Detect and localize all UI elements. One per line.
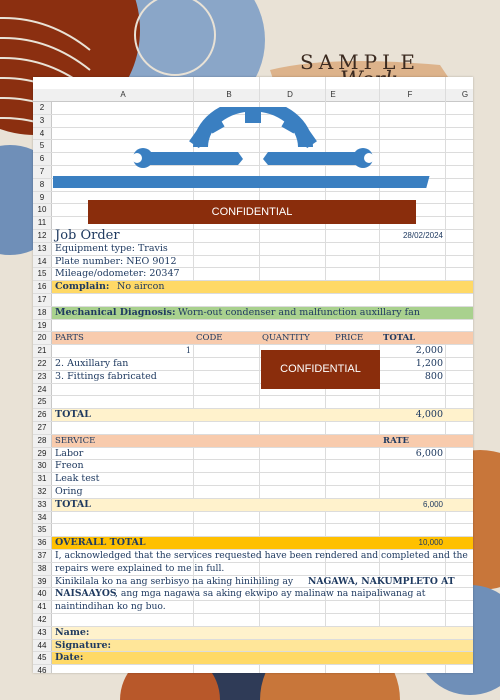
column-header-f[interactable]: F	[407, 90, 413, 99]
row-number[interactable]: 15	[33, 268, 52, 280]
row-number[interactable]: 29	[33, 448, 52, 460]
confidential-banner-middle: CONFIDENTIAL	[261, 350, 380, 389]
sheet-row-37	[33, 550, 473, 563]
sheet-row-43	[33, 627, 473, 640]
acknowledgement-tagalog: naintindihan ko ng buo.	[55, 601, 166, 613]
service-total-value: 6,000	[422, 499, 443, 509]
sheet-row-20	[33, 332, 473, 345]
row-number[interactable]: 35	[33, 524, 52, 536]
row-number[interactable]: 11	[33, 217, 52, 229]
sheet-row-21	[33, 345, 473, 358]
row-number[interactable]: 26	[33, 409, 52, 421]
date-label: Date:	[55, 652, 84, 664]
row-number[interactable]: 22	[33, 358, 52, 370]
labor-rate: 6,000	[415, 447, 443, 459]
row-number[interactable]: 18	[33, 307, 52, 319]
parts-total-value: 4,000	[415, 409, 443, 421]
sheet-row-28	[33, 435, 473, 448]
parts-header: PARTS	[55, 333, 84, 344]
service-total-label: TOTAL	[55, 498, 91, 510]
row-number[interactable]: 39	[33, 576, 52, 588]
sheet-row-25	[33, 396, 473, 409]
stamp-line1: SAMPLE	[300, 50, 420, 74]
row-number[interactable]: 16	[33, 281, 52, 293]
row-number[interactable]: 17	[33, 294, 52, 306]
row-number[interactable]: 14	[33, 256, 52, 268]
row-number[interactable]: 27	[33, 422, 52, 434]
column-header-b[interactable]: B	[226, 90, 232, 99]
column-header-g[interactable]: G	[461, 90, 469, 99]
sheet-row-38	[33, 563, 473, 576]
diagnosis-label: Mechanical Diagnosis:	[55, 306, 176, 318]
sheet-row-40	[33, 588, 473, 601]
sheet-row-26	[33, 409, 473, 422]
garage-logo-icon	[53, 107, 453, 197]
sheet-row-19	[33, 320, 473, 333]
row-number[interactable]: 43	[33, 627, 52, 639]
sheet-row-39	[33, 576, 473, 589]
row-number[interactable]: 21	[33, 345, 52, 357]
row-number[interactable]: 41	[33, 601, 52, 613]
part-total: 1,200	[415, 358, 443, 369]
sheet-row-46	[33, 665, 473, 673]
service-item: Freon	[55, 460, 84, 472]
row-number[interactable]: 13	[33, 243, 52, 255]
sheet-row-41	[33, 601, 473, 614]
row-number[interactable]: 44	[33, 640, 52, 652]
confidential-banner-top: CONFIDENTIAL	[88, 200, 416, 224]
row-number[interactable]: 25	[33, 396, 52, 408]
sheet-row-18	[33, 307, 473, 320]
part-qty: 1	[185, 346, 191, 356]
row-number[interactable]: 30	[33, 460, 52, 472]
complain-value: No aircon	[117, 281, 165, 293]
acknowledgement-tagalog: , ang mga nagawa sa aking ekwipo ay malinaw na naipaliwanag at	[115, 588, 426, 600]
sheet-row-22	[33, 358, 473, 371]
sheet-row-42	[33, 614, 473, 627]
row-number[interactable]: 45	[33, 652, 52, 664]
part-name: 3. Fittings fabricated	[55, 370, 157, 382]
signature-label: Signature:	[55, 639, 112, 651]
part-name: 2. Auxillary fan	[55, 358, 129, 369]
sheet-row-17	[33, 294, 473, 307]
diagnosis-value: Worn-out condenser and malfunction auxillary fan	[178, 306, 420, 318]
sheet-row-13	[33, 243, 473, 256]
code-header: CODE	[196, 333, 223, 344]
total-header: TOTAL	[383, 333, 416, 344]
plate-number: Plate number: NEO 9012	[55, 255, 177, 267]
service-header: SERVICE	[55, 435, 96, 446]
row-number[interactable]: 8	[33, 179, 52, 191]
sheet-row-31	[33, 473, 473, 486]
sheet-row-32	[33, 486, 473, 499]
part-total: 800	[424, 370, 443, 382]
row-number[interactable]: 32	[33, 486, 52, 498]
sheet-row-34	[33, 512, 473, 525]
price-header: PRICE	[335, 333, 364, 344]
job-order-title: Job Order	[55, 228, 120, 243]
overall-total-value: 10,000	[418, 538, 443, 548]
acknowledgement-tagalog: Kinikilala ko na ang serbisyo na aking hinihiling ay	[55, 575, 294, 587]
column-header-bar	[33, 89, 473, 102]
acknowledgement-line: I, acknowledged that the services requested have been rendered and completed and the	[55, 550, 468, 561]
row-number[interactable]: 33	[33, 499, 52, 511]
sheet-row-16	[33, 281, 473, 294]
sheet-row-30	[33, 460, 473, 473]
acknowledgement-tagalog-bold: NAISAAYOS	[55, 588, 117, 600]
acknowledgement-tagalog-bold: NAGAWA, NAKUMPLETO AT	[308, 575, 455, 587]
row-number[interactable]: 38	[33, 563, 52, 575]
sheet-row-45	[33, 652, 473, 665]
row-number[interactable]: 4	[33, 128, 52, 140]
row-number[interactable]: 6	[33, 153, 52, 165]
column-header-d[interactable]: D	[287, 90, 293, 99]
row-number[interactable]: 19	[33, 320, 52, 332]
sheet-row-44	[33, 640, 473, 653]
overall-total-label: OVERALL TOTAL	[55, 537, 146, 549]
service-item: Leak test	[55, 473, 100, 485]
row-number[interactable]: 24	[33, 384, 52, 396]
row-number[interactable]: 34	[33, 512, 52, 524]
sheet-row-24	[33, 384, 473, 397]
job-date: 28/02/2024	[402, 231, 443, 240]
row-number[interactable]: 5	[33, 140, 52, 152]
column-header-a[interactable]: A	[120, 90, 126, 99]
name-label: Name:	[55, 626, 90, 638]
sheet-row-35	[33, 524, 473, 537]
row-number[interactable]: 31	[33, 473, 52, 485]
row-number[interactable]: 12	[33, 230, 52, 242]
row-number[interactable]: 7	[33, 166, 52, 178]
row-number[interactable]: 10	[33, 204, 52, 216]
row-number[interactable]: 42	[33, 614, 52, 626]
rate-header: RATE	[383, 435, 409, 446]
row-number[interactable]: 20	[33, 332, 52, 344]
row-number[interactable]: 37	[33, 550, 52, 562]
row-number[interactable]: 40	[33, 588, 52, 600]
sheet-row-29	[33, 448, 473, 461]
sheet-row-15	[33, 268, 473, 281]
row-number[interactable]: 28	[33, 435, 52, 447]
row-number[interactable]: 9	[33, 192, 52, 204]
service-item: Oring	[55, 486, 83, 497]
mileage: Mileage/odometer: 20347	[55, 268, 180, 280]
row-number[interactable]: 23	[33, 371, 52, 383]
row-number[interactable]: 3	[33, 115, 52, 127]
sheet-row-23	[33, 371, 473, 384]
service-item: Labor	[55, 447, 84, 459]
sheet-row-36	[33, 537, 473, 550]
sheet-row-27	[33, 422, 473, 435]
sheet-row-33	[33, 499, 473, 512]
sheet-row-12	[33, 230, 473, 243]
spreadsheet	[33, 77, 473, 673]
row-number[interactable]: 46	[33, 665, 52, 673]
quantity-header: QUANTITY	[262, 333, 310, 344]
row-number[interactable]: 2	[33, 102, 52, 114]
acknowledgement-line: repairs were explained to me in full.	[55, 562, 225, 574]
sheet-row-14	[33, 256, 473, 269]
part-total: 2,000	[415, 345, 443, 357]
equipment-type: Equipment type: Travis	[55, 242, 168, 254]
parts-total-label: TOTAL	[55, 409, 91, 421]
column-header-e[interactable]: E	[330, 90, 336, 99]
complain-label: Complain:	[55, 281, 110, 293]
row-number[interactable]: 36	[33, 537, 52, 549]
